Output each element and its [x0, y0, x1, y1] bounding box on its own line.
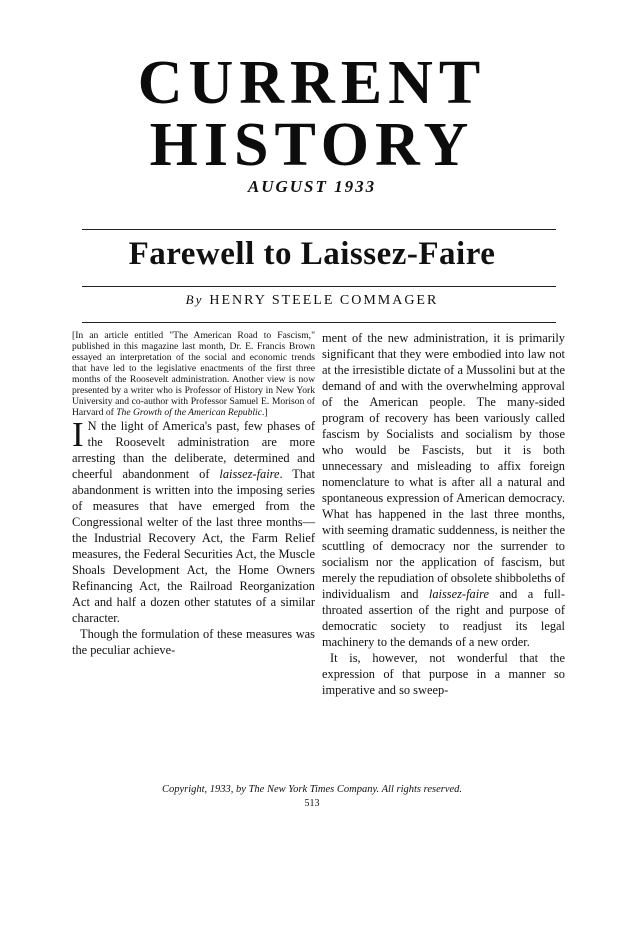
divider-middle — [82, 286, 556, 287]
paragraph-2: Though the formulation of these measures was the peculiar achieve- — [72, 627, 315, 657]
paragraph-3: It is, however, not wonderful that the expression of that purpose in a manner so imperative and so sweep- — [322, 651, 565, 697]
divider-top — [82, 229, 556, 230]
page-number: 513 — [304, 798, 320, 809]
editor-note: [In an article entitled "The American Road to Fascism," published in this magazine last month, Dr. E. Francis Brown essayed an interpretation of the social and economic trends that have led to the legislative enactments of the first three months of the Roosevelt administration. Another view is now presented by a writer who is Professor of History in New York University and co-author with Professor Samuel E. Morison of Harvard of The Growth of the American Republic.] — [72, 330, 315, 418]
masthead-history: HISTORY — [149, 111, 475, 179]
column-left — [72, 330, 315, 658]
drop-cap: I — [72, 415, 84, 454]
paragraph-2-continued: ment of the new administration, it is primarily significant that they were embodied into law not at the irresistible dictate of a Mussolini but at the demand of and with the overwhelming approval of the American people. The many-sided program of recovery has been variously called fascism by Socialists and socialism by those who would be Fascists, but it is both unnecessary and misleading to affix foreign nomenclature to what is after all a natural and spontaneous expression of American democracy. What has happened in the last three months, with seeming dramatic suddenness, is neither the scuttling of democracy nor the surrender to socialism nor the application of fascism, but merely the repudiation of obsolete shibboleths of individualism and laissez-faire and a full-throated assertion of the right and purpose of democratic society to readjust its legal machinery to the demands of a new order. — [322, 331, 566, 649]
copyright-line: Copyright, 1933, by The New York Times Company. All rights reserved. — [161, 784, 463, 795]
byline — [0, 293, 624, 308]
divider-bottom — [82, 322, 556, 323]
issue-date: AUGUST 1933 — [247, 177, 377, 196]
column-right — [322, 330, 565, 698]
byline-prefix: By — [185, 292, 204, 307]
paragraph-1: I N the light of America's past, few phases of the Roosevelt administration are more arresting than the deliberate, determined and cheerful abandonment of laissez-faire. That abandonment is written into the imposing series of measures that have emerged from the Congressional welter of the last three months—the Industrial Recovery Act, the Farm Relief measures, the Federal Securities Act, the Muscle Shoals Development Act, the Home Owners Refinancing Act, the Railroad Reorganization Act and half a dozen other statutes of a similar character. — [72, 415, 316, 625]
author-name: HENRY STEELE COMMAGER — [209, 293, 439, 308]
article-title: Farewell to Laissez-Faire — [128, 236, 496, 272]
masthead-current: CURRENT — [137, 49, 487, 117]
